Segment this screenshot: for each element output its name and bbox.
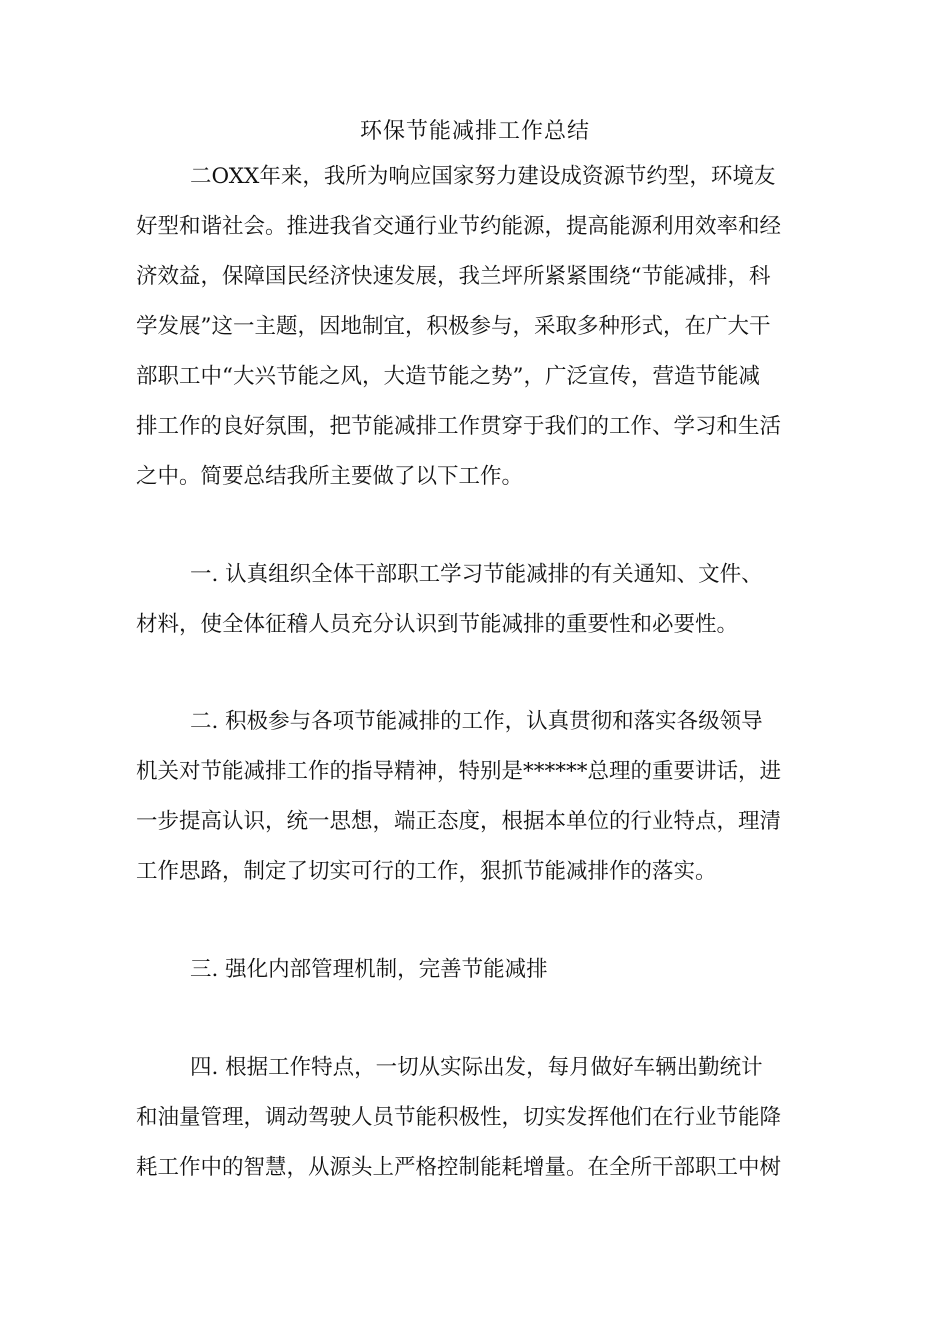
item2-line-3: 一步提高认识，统一思想，端正态度，根据本单位的行业特点，理清 (136, 809, 782, 834)
item1-line-2: 材料，使全体征稽人员充分认识到节能减排的重要性和必要性。 (136, 612, 739, 637)
intro-line-2: 好型和谐社会。推进我省交通行业节约能源，提高能源利用效率和经 (136, 214, 782, 239)
item2-line-1: 二. 积极参与各项节能减排的工作，认真贯彻和落实各级领导 (190, 709, 763, 734)
item2-line-2: 机关对节能减排工作的指导精神，特别是******总理的重要讲话，进 (136, 759, 782, 784)
item4-line-2: 和油量管理，调动驾驶人员节能积极性，切实发挥他们在行业节能降 (136, 1105, 782, 1130)
intro-line-6: 排工作的良好氛围，把节能减排工作贯穿于我们的工作、学习和生活 (136, 414, 782, 439)
document-title: 环保节能减排工作总结 (359, 119, 590, 144)
intro-line-1: 二OXX年来，我所为响应国家努力建设成资源节约型，环境友 (190, 164, 776, 189)
item2-line-4: 工作思路，制定了切实可行的工作，狠抓节能减排作的落实。 (136, 859, 717, 884)
intro-line-4: 学发展”这一主题，因地制宜，积极参与，采取多种形式，在广大干 (136, 314, 771, 339)
intro-line-3: 济效益，保障国民经济快速发展，我兰坪所紧紧围绕“节能减排，科 (136, 264, 771, 289)
item1-line-1: 一. 认真组织全体干部职工学习节能减排的有关通知、文件、 (190, 562, 763, 587)
item4-line-1: 四. 根据工作特点，一切从实际出发，每月做好车辆出勤统计 (190, 1055, 763, 1080)
item3-line-1: 三. 强化内部管理机制，完善节能减排 (190, 957, 548, 982)
item4-line-3: 耗工作中的智慧，从源头上严格控制能耗增量。在全所干部职工中树 (136, 1155, 782, 1180)
intro-line-5: 部职工中“大兴节能之风，大造节能之势”，广泛宣传，营造节能减 (136, 364, 760, 389)
intro-line-7: 之中。简要总结我所主要做了以下工作。 (136, 464, 524, 489)
